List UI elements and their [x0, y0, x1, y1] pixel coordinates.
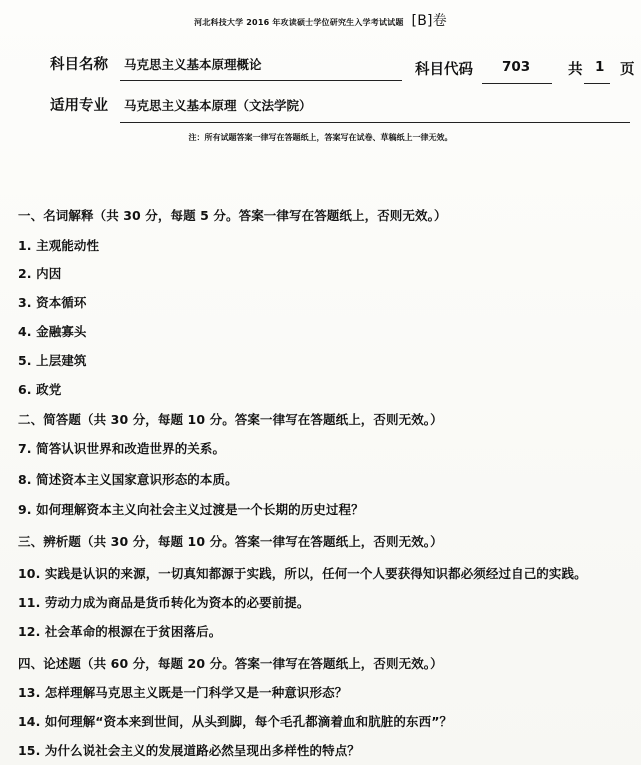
question-item: 15. 为什么说社会主义的发展道路必然呈现出多样性的特点？: [18, 743, 360, 758]
question-item: 2. 内因: [18, 266, 62, 281]
major-value: 马克思主义基本原理（文法学院）: [124, 98, 312, 113]
question-item: 13. 怎样理解马克思主义既是一门科学又是一种意识形态？: [18, 685, 348, 700]
question-item: 3. 资本循环: [18, 295, 87, 310]
subject-name-underline: [120, 80, 402, 81]
major-label: 适用专业: [50, 98, 108, 114]
question-item: 14. 如何理解“资本来到世间，从头到脚，每个毛孔都滴着血和肮脏的东西”？: [18, 714, 453, 729]
pages-total-label: 共: [568, 62, 583, 78]
exam-notice: 注：所有试题答案一律写在答题纸上，答案写在试卷、草稿纸上一律无效。: [188, 133, 453, 142]
subject-name-value: 马克思主义基本原理概论: [124, 57, 262, 72]
question-item: 1. 主观能动性: [18, 238, 100, 253]
question-item: 10. 实践是认识的来源，一切真知都源于实践，所以，任何一个人要获得知识都必须经过自己的实践。: [18, 566, 587, 581]
pages-total-underline: [584, 83, 610, 84]
question-item: 8. 简述资本主义国家意识形态的本质。: [18, 472, 238, 487]
pages-unit-label: 页: [620, 62, 635, 78]
exam-title-text: 河北科技大学 2016 年攻读硕士学位研究生入学考试试题: [194, 18, 404, 27]
subject-code-value: 703: [502, 59, 531, 75]
question-item: 4. 金融寡头: [18, 324, 87, 339]
question-item: 9. 如何理解资本主义向社会主义过渡是一个长期的历史过程？: [18, 502, 364, 517]
question-item: 6. 政党: [18, 382, 62, 397]
section-heading-4: 四、论述题（共 60 分，每题 20 分。答案一律写在答题纸上，否则无效。）: [18, 656, 443, 671]
pages-total-value: 1: [595, 59, 605, 75]
subject-code-label: 科目代码: [415, 62, 473, 78]
question-item: 5. 上层建筑: [18, 353, 87, 368]
subject-code-underline: [482, 83, 552, 84]
section-heading-3: 三、辨析题（共 30 分，每题 10 分。答案一律写在答题纸上，否则无效。）: [18, 534, 443, 549]
question-item: 12. 社会革命的根源在于贫困落后。: [18, 624, 222, 639]
paper-version: [B]卷: [411, 13, 447, 29]
question-item: 11. 劳动力成为商品是货币转化为资本的必要前提。: [18, 595, 310, 610]
question-item: 7. 简答认识世界和改造世界的关系。: [18, 441, 226, 456]
exam-title: [0, 10, 641, 30]
section-heading-1: 一、名词解释（共 30 分，每题 5 分。答案一律写在答题纸上，否则无效。）: [18, 208, 447, 223]
subject-name-label: 科目名称: [50, 57, 108, 73]
section-heading-2: 二、简答题（共 30 分，每题 10 分。答案一律写在答题纸上，否则无效。）: [18, 412, 443, 427]
major-underline: [120, 122, 630, 123]
